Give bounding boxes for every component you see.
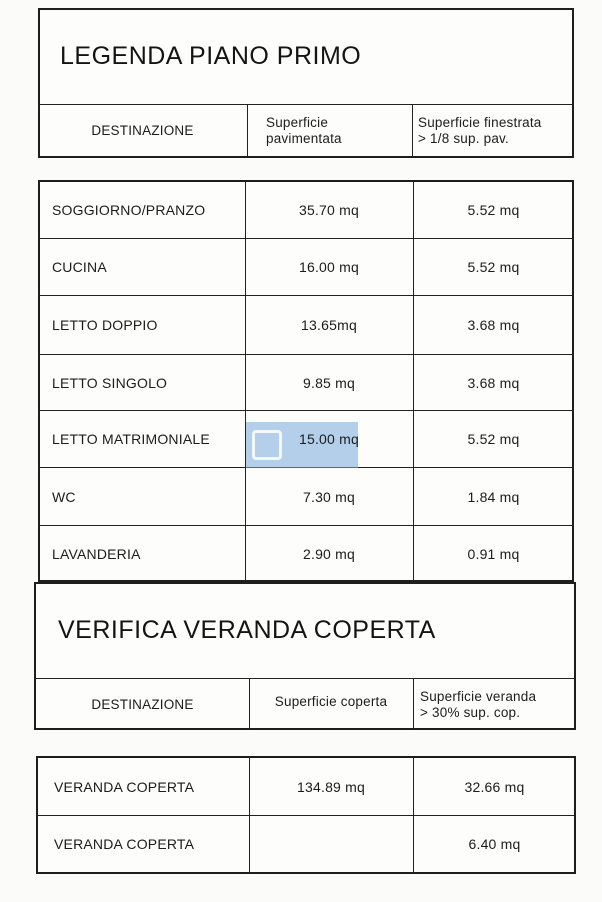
- table-cell-destinazione: VERANDA COPERTA: [54, 836, 195, 852]
- header-superficie-pavimentata-line2: pavimentata: [266, 131, 342, 146]
- page-title: LEGENDA PIANO PRIMO: [60, 42, 362, 70]
- table-cell-area: 15.00 mq: [299, 431, 359, 447]
- table-cell-destinazione: LETTO DOPPIO: [52, 317, 158, 333]
- header-superficie-veranda: [420, 680, 576, 730]
- table-cell-destinazione: SOGGIORNO/PRANZO: [52, 202, 206, 218]
- table-cell-veranda: 6.40 mq: [468, 836, 521, 852]
- header-superficie-finestrata-line1: Superficie finestrata: [418, 115, 542, 130]
- header-divider-1: [247, 104, 248, 158]
- table-cell-window: 5.52 mq: [467, 259, 520, 275]
- header-destinazione: DESTINAZIONE: [91, 697, 194, 712]
- section-title: VERIFICA VERANDA COPERTA: [58, 616, 436, 644]
- header-superficie-veranda-line2: > 30% sup. cop.: [420, 705, 521, 720]
- table-cell-destinazione: LETTO MATRIMONIALE: [52, 431, 210, 447]
- table-cell-covered: [249, 816, 413, 872]
- table-cell-destinazione: WC: [52, 488, 76, 505]
- table-cell-area: 7.30 mq: [303, 488, 355, 505]
- header-superficie-finestrata: [418, 104, 574, 158]
- table-cell-window: 5.52 mq: [467, 431, 520, 447]
- header-destinazione: DESTINAZIONE: [91, 123, 194, 138]
- table-cell-area: 16.00 mq: [299, 259, 359, 275]
- header-divider-2: [413, 678, 414, 730]
- table-cell-area: 35.70 mq: [299, 202, 359, 218]
- table-cell-window: 3.68 mq: [467, 317, 520, 333]
- table-cell-destinazione: VERANDA COPERTA: [54, 778, 195, 795]
- table-cell-destinazione: LAVANDERIA: [52, 546, 141, 562]
- table-cell-window: 0.91 mq: [467, 546, 520, 562]
- table-cell-destinazione: CUCINA: [52, 259, 107, 275]
- table-cell-window: 5.52 mq: [467, 202, 520, 218]
- table-cell-area: 9.85 mq: [303, 374, 355, 391]
- header-superficie-veranda-line1: Superficie veranda: [420, 689, 537, 704]
- header-superficie-finestrata-line2: > 1/8 sup. pav.: [418, 131, 509, 146]
- table-cell-covered: 134.89 mq: [297, 778, 365, 795]
- header-superficie-pavimentata-line1: Superficie: [266, 115, 329, 130]
- table-cell-area: 2.90 mq: [303, 546, 355, 562]
- table-cell-veranda: 32.66 mq: [464, 778, 525, 795]
- header-divider-2: [412, 104, 413, 158]
- header-superficie-pavimentata: [266, 104, 412, 158]
- table-cell-destinazione: LETTO SINGOLO: [52, 374, 168, 391]
- header-superficie-coperta: Superficie coperta: [274, 694, 388, 709]
- title-divider: [34, 678, 576, 679]
- table-cell-area: 13.65mq: [301, 317, 357, 333]
- table-cell-window: 1.84 mq: [467, 488, 520, 505]
- table-cell-window: 3.68 mq: [467, 374, 520, 391]
